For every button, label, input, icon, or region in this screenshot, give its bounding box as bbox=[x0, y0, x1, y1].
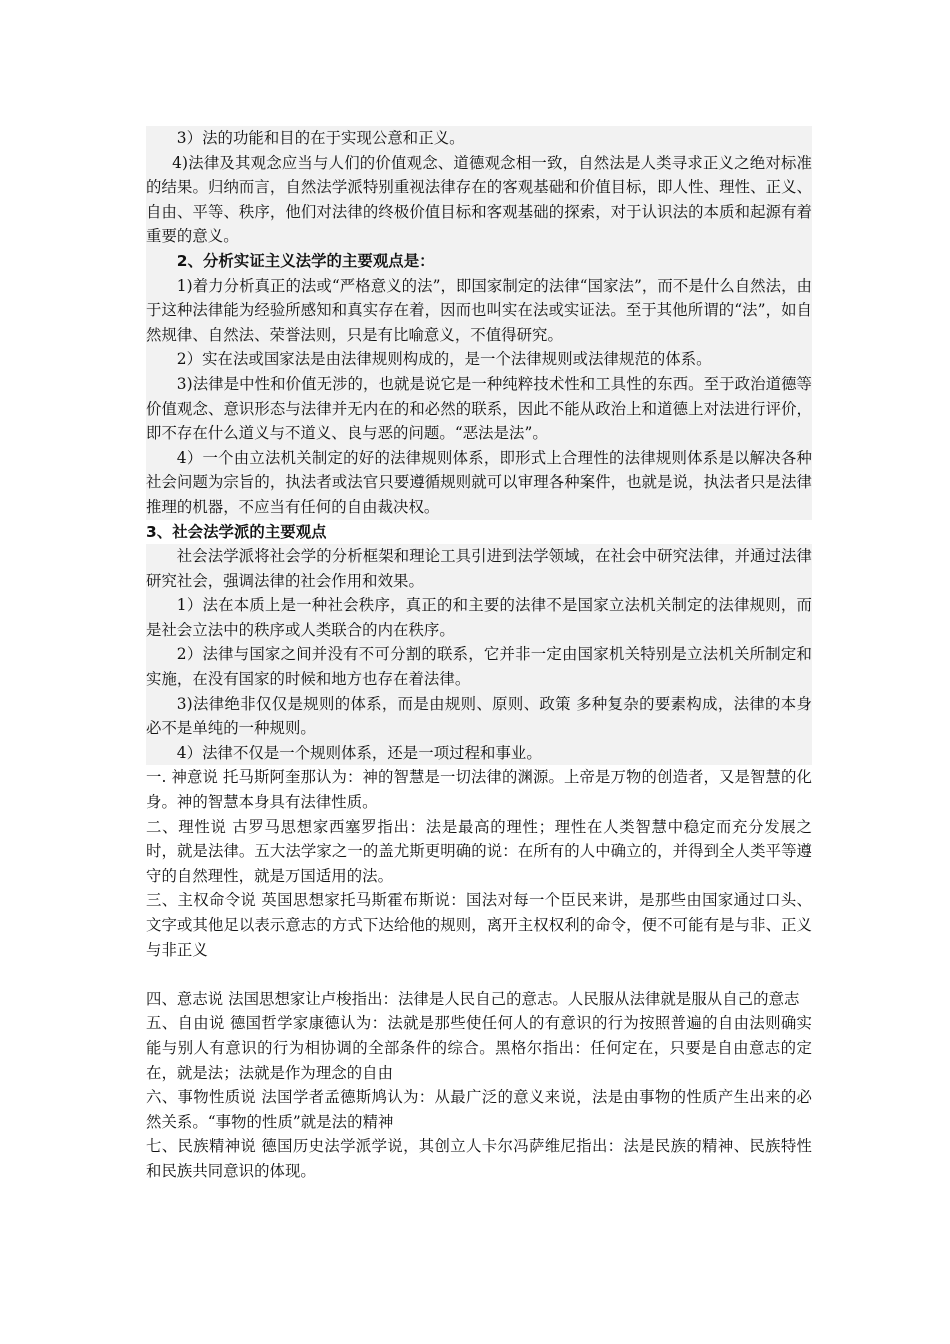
paragraph-sociological-1: 1）法在本质上是一种社会秩序，真正的和主要的法律不是国家立法机关制定的法律规则，而是社会立法中的秩序或人类联合的内在秩序。 bbox=[146, 593, 812, 642]
paragraph-positivism-1: 1)着力分析真正的法或“严格意义的法”，即国家制定的法律“国家法”，而不是什么自然法，由于这种法律能为经验所感知和真实存在着，因而也叫实在法或实证法。至于其他所谓的“法”，如自然规律、自然法、荣誉法则，只是有比喻意义，不值得研究。 bbox=[146, 274, 812, 348]
paragraph-sociological-intro: 社会法学派将社会学的分析框架和理论工具引进到法学领域，在社会中研究法律，并通过法律研究社会，强调法律的社会作用和效果。 bbox=[146, 544, 812, 593]
paragraph-freedom-theory: 五、自由说 德国哲学家康德认为：法就是那些使任何人的有意识的行为按照普遍的自由法则确实能与别人有意识的行为相协调的全部条件的综合。黑格尔指出：任何定在，只要是自由意志的定在，就是法；法就是作为理念的自由 bbox=[146, 1014, 812, 1082]
paragraph-sociological-2: 2）法律与国家之间并没有不可分割的联系，它并非一定由国家机关特别是立法机关所制定和实施，在没有国家的时候和地方也存在着法律。 bbox=[146, 642, 812, 691]
paragraph-sociological-4: 4）法律不仅是一个规则体系，还是一项过程和事业。 bbox=[146, 741, 812, 766]
heading-analytical-positivism: 2、分析实证主义法学的主要观点是： bbox=[146, 249, 812, 274]
paragraph-positivism-3: 3)法律是中性和价值无涉的，也就是说它是一种纯粹技术性和工具性的东西。至于政治道德等价值观念、意识形态与法律并无内在的和必然的联系，因此不能从政治上和道德上对法进行评价，即不存在什么道义与不道义、良与恶的问题。“恶法是法”。 bbox=[146, 372, 812, 446]
paragraph-will-theory: 四、意志说 法国思想家让卢梭指出：法律是人民自己的意志。人民服从法律就是服从自己的意志 bbox=[146, 989, 800, 1008]
document-page bbox=[146, 126, 812, 1184]
blank-line bbox=[146, 962, 812, 987]
paragraph-national-spirit-theory: 七、民族精神说 德国历史法学派学说，其创立人卡尔冯萨维尼指出：法是民族的精神、民族特性和民族共同意识的体现。 bbox=[146, 1137, 812, 1180]
paragraph-natural-law-3: 3）法的功能和目的在于实现公意和正义。 bbox=[146, 126, 812, 151]
paragraph-reason-theory: 二、理性说 古罗马思想家西塞罗指出：法是最高的理性；理性在人类智慧中稳定而充分发展之时，就是法律。五大法学家之一的盖尤斯更明确的说：在所有的人中确立的，并得到全人类平等遵守的自然理性，就是万国适用的法。 bbox=[146, 817, 812, 885]
heading-sociological-jurisprudence: 3、社会法学派的主要观点 bbox=[146, 522, 327, 541]
paragraph-sociological-3: 3)法律绝非仅仅是规则的体系，而是由规则、原则、政策 多种复杂的要素构成，法律的本身必不是单纯的一种规则。 bbox=[146, 692, 812, 741]
paragraph-positivism-4: 4）一个由立法机关制定的好的法律规则体系，即形式上合理性的法律规则体系是以解决各种社会问题为宗旨的，执法者或法官只要遵循规则就可以审理各种案件，也就是说，执法者只是法律推理的机器，不应当有任何的自由裁决权。 bbox=[146, 446, 812, 520]
paragraph-positivism-2: 2）实在法或国家法是由法律规则构成的，是一个法律规则或法律规范的体系。 bbox=[146, 347, 812, 372]
paragraph-nature-of-things-theory: 六、事物性质说 法国学者孟德斯鸠认为：从最广泛的意义来说，法是由事物的性质产生出来的必然关系。“事物的性质”就是法的精神 bbox=[146, 1088, 812, 1131]
paragraph-sovereign-command-theory: 三、主权命令说 英国思想家托马斯霍布斯说：国法对每一个臣民来讲，是那些由国家通过口头、文字或其他足以表示意志的方式下达给他的规则，离开主权权利的命令，便不可能有是与非、正义与非正义 bbox=[146, 891, 812, 959]
paragraph-divine-will-theory: 一. 神意说 托马斯阿奎那认为：神的智慧是一切法律的渊源。上帝是万物的创造者，又是智慧的化身。神的智慧本身具有法律性质。 bbox=[146, 768, 812, 812]
paragraph-natural-law-4: 4)法律及其观念应当与人们的价值观念、道德观念相一致，自然法是人类寻求正义之绝对标准的结果。归纳而言，自然法学派特别重视法律存在的客观基础和价值目标，即人性、理性、正义、自由、平等、秩序，他们对法律的终极价值目标和客观基础的探索，对于认识法的本质和起源有着重要的意义。 bbox=[146, 151, 812, 249]
